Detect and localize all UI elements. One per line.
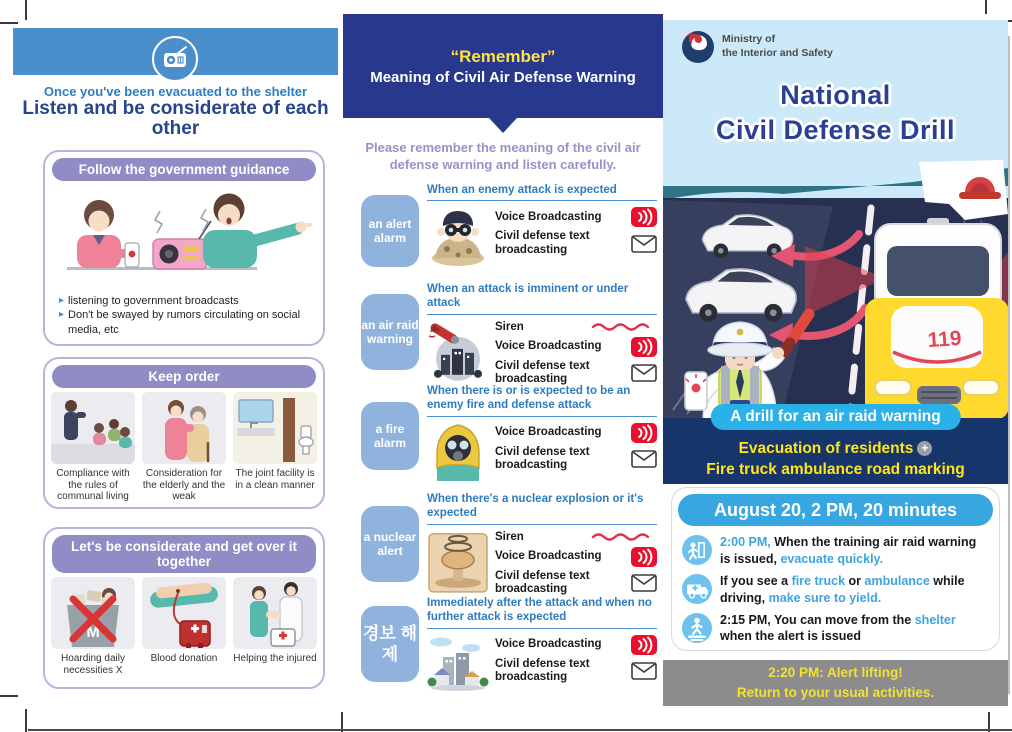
thumb-communal-living — [51, 392, 135, 503]
text-broadcast-icon — [631, 364, 657, 382]
alert-lifting-banner — [663, 660, 1008, 706]
heading-underline — [427, 628, 657, 629]
thumb-clean-facility — [233, 392, 317, 503]
alert-lifting-line2: Return to your usual activities. — [736, 685, 935, 700]
page-right-edge — [1008, 36, 1010, 694]
drill-type-pill: A drill for an air raid warning — [710, 404, 960, 430]
city-missile-illustration — [427, 319, 489, 387]
alarm-heading: When an enemy attack is expected — [427, 184, 617, 196]
alarm-lifted — [361, 596, 657, 696]
section-header: Let's be considerate and get over it together — [52, 535, 316, 573]
heading-underline — [427, 314, 657, 315]
channel-row — [495, 337, 657, 357]
shelter-etiquette-panel — [13, 0, 338, 732]
drill-title-line2: Civil Defense Drill — [715, 115, 956, 145]
drill-subtitle — [663, 438, 1008, 480]
channel-row — [495, 547, 657, 567]
channel-name: Voice Broadcasting — [495, 426, 602, 439]
keep-order-thumbnails — [45, 392, 323, 503]
bullet-text: listening to government broadcasts — [68, 295, 239, 307]
thumb-elderly-care — [142, 392, 226, 503]
alarm-alert — [361, 183, 657, 279]
bullet-arrow-icon: ▸ — [59, 309, 65, 321]
voice-broadcast-icon — [631, 547, 657, 567]
ambulance-icon — [682, 574, 712, 604]
schedule-items — [672, 532, 999, 645]
alarm-nuclear — [361, 492, 657, 594]
channel-row — [495, 230, 657, 256]
schedule-header: August 20, 2 PM, 20 minutes — [678, 494, 993, 526]
ministry-name-line2: the Interior and Safety — [722, 47, 833, 59]
ministry-name-line1: Ministry of — [722, 33, 776, 46]
channel-row — [495, 423, 657, 443]
bullet-item — [59, 308, 313, 337]
thumb-caption: Blood donation — [150, 653, 218, 664]
schedule-item-text: 2:00 PM, When the training air raid warning is issued, evacuate quickly. — [720, 535, 977, 566]
voice-broadcast-icon — [631, 207, 657, 227]
radio-icon — [152, 36, 198, 82]
nuclear-explosion-illustration — [427, 529, 489, 597]
channel-name: Siren — [495, 320, 524, 333]
text-broadcast-icon — [631, 662, 657, 680]
voice-broadcast-icon — [631, 337, 657, 357]
channel-row — [495, 360, 657, 386]
heading-underline — [427, 200, 657, 201]
drill-subtitle-line1: Evacuation of residents + — [663, 438, 1008, 459]
voice-broadcast-icon — [631, 635, 657, 655]
alarm-heading: When an attack is imminent or under attack — [427, 283, 629, 310]
panel-title: Listen and be considerate of each other — [22, 98, 329, 139]
channel-name: Voice Broadcasting — [495, 210, 602, 223]
section-keep-order — [43, 357, 325, 509]
alarm-label: an alert alarm — [361, 195, 419, 267]
people-radio-illustration — [45, 185, 323, 290]
channel-row — [495, 446, 657, 472]
bullet-item — [59, 294, 313, 308]
alarm-heading: Immediately after the attack and when no further attack is expected — [427, 597, 652, 624]
bullet-arrow-icon: ▸ — [59, 295, 65, 306]
channel-row — [495, 570, 657, 596]
ministry-name — [722, 33, 833, 60]
alarm-label: an air raid warning — [361, 294, 419, 370]
alarm-label: a fire alarm — [361, 402, 419, 470]
section-header: Follow the government guidance — [52, 158, 316, 181]
panel-header — [343, 14, 663, 118]
channel-name: Voice Broadcasting — [495, 550, 602, 563]
section-considerate-together — [43, 527, 325, 689]
schedule-item-yield — [682, 573, 989, 607]
alarm-label: 경보 해제 — [361, 606, 419, 682]
alarm-heading: When there is or is expected to be an enemy fire and defense attack — [427, 385, 631, 412]
bullet-text: Don't be swayed by rumors circulating on social media, etc — [68, 309, 301, 336]
channel-name: Civil defense text broadcasting — [495, 445, 590, 471]
thumb-caption: Hoarding daily necessities X — [61, 653, 125, 676]
schedule-box — [671, 487, 1000, 651]
text-broadcast-icon — [631, 235, 657, 253]
plus-icon: + — [917, 441, 932, 456]
thumb-helping-injured — [233, 577, 317, 676]
drill-title-line1: National — [780, 80, 891, 110]
considerate-thumbnails — [45, 577, 323, 676]
header-quote: “Remember” — [450, 46, 556, 66]
heading-underline — [427, 524, 657, 525]
channel-row — [495, 531, 657, 544]
drill-subtitle-line2: Fire truck ambulance road marking — [706, 461, 965, 478]
alarm-label: a nuclear alert — [361, 506, 419, 582]
channel-name: Voice Broadcasting — [495, 638, 602, 651]
channel-name: Civil defense text broadcasting — [495, 657, 590, 683]
peaceful-city-illustration — [427, 633, 489, 695]
alert-lifting-line1: 2:20 PM: Alert lifting! — [768, 664, 903, 680]
pedestrian-crossing-icon — [682, 613, 712, 643]
alarm-heading: When there's a nuclear explosion or it's expected — [427, 493, 644, 520]
siren-wave-icon — [591, 322, 657, 332]
header-pointer — [489, 118, 517, 133]
heading-underline — [427, 416, 657, 417]
section-government-guidance — [43, 150, 325, 346]
siren-wave-icon — [591, 532, 657, 542]
header-title: Meaning of Civil Air Defense Warning — [370, 68, 636, 86]
alarm-fire — [361, 384, 657, 488]
thumb-caption: The joint facility is in a clean manner — [235, 468, 315, 491]
schedule-item-leave-shelter — [682, 612, 989, 646]
channel-row — [495, 321, 657, 334]
exit-door-icon — [682, 535, 712, 565]
intro-text: Please remember the meaning of the civil air defense warning and listen carefully. — [365, 140, 641, 172]
ambulance-number: 119 — [926, 326, 963, 353]
thumb-caption: Compliance with the rules of communal living — [56, 468, 130, 502]
channel-row — [495, 635, 657, 655]
warning-meaning-panel — [343, 0, 663, 732]
channel-row — [495, 658, 657, 684]
voice-broadcast-icon — [631, 423, 657, 443]
channel-name: Civil defense text broadcasting — [495, 359, 590, 386]
bin-letter: M — [86, 624, 100, 641]
ministry-emblem-icon — [681, 30, 715, 64]
guidance-bullets — [59, 294, 313, 337]
schedule-item-text: If you see a fire truck or ambulance while driving, make sure to yield. — [720, 573, 965, 605]
thumb-caption: Helping the injured — [233, 653, 317, 664]
channel-row — [495, 207, 657, 227]
lookout-soldier-illustration — [427, 205, 489, 267]
drill-title — [663, 78, 1008, 148]
traffic-yield-illustration — [663, 160, 1008, 420]
thumb-blood-donation — [142, 577, 226, 676]
thumb-no-hoarding — [51, 577, 135, 676]
channel-name: Siren — [495, 530, 524, 543]
text-broadcast-icon — [631, 574, 657, 592]
section-header: Keep order — [52, 365, 316, 388]
gas-mask-illustration — [427, 421, 489, 483]
alarm-air-raid — [361, 282, 657, 386]
schedule-item-text: 2:15 PM, You can move from the shelter when the alert is issued — [720, 612, 956, 644]
channel-name: Civil defense text broadcasting — [495, 230, 590, 256]
channel-name: Voice Broadcasting — [495, 340, 602, 353]
crop-mark — [985, 0, 987, 14]
channel-name: Civil defense text broadcasting — [495, 569, 590, 596]
drill-cover-panel — [663, 20, 1008, 706]
text-broadcast-icon — [631, 450, 657, 468]
thumb-caption: Consideration for the elderly and the weak — [142, 468, 226, 502]
panel-subtitle: Once you've been evacuated to the shelter — [43, 84, 308, 99]
ministry-logo — [681, 30, 833, 64]
schedule-item-evacuate — [682, 534, 989, 568]
